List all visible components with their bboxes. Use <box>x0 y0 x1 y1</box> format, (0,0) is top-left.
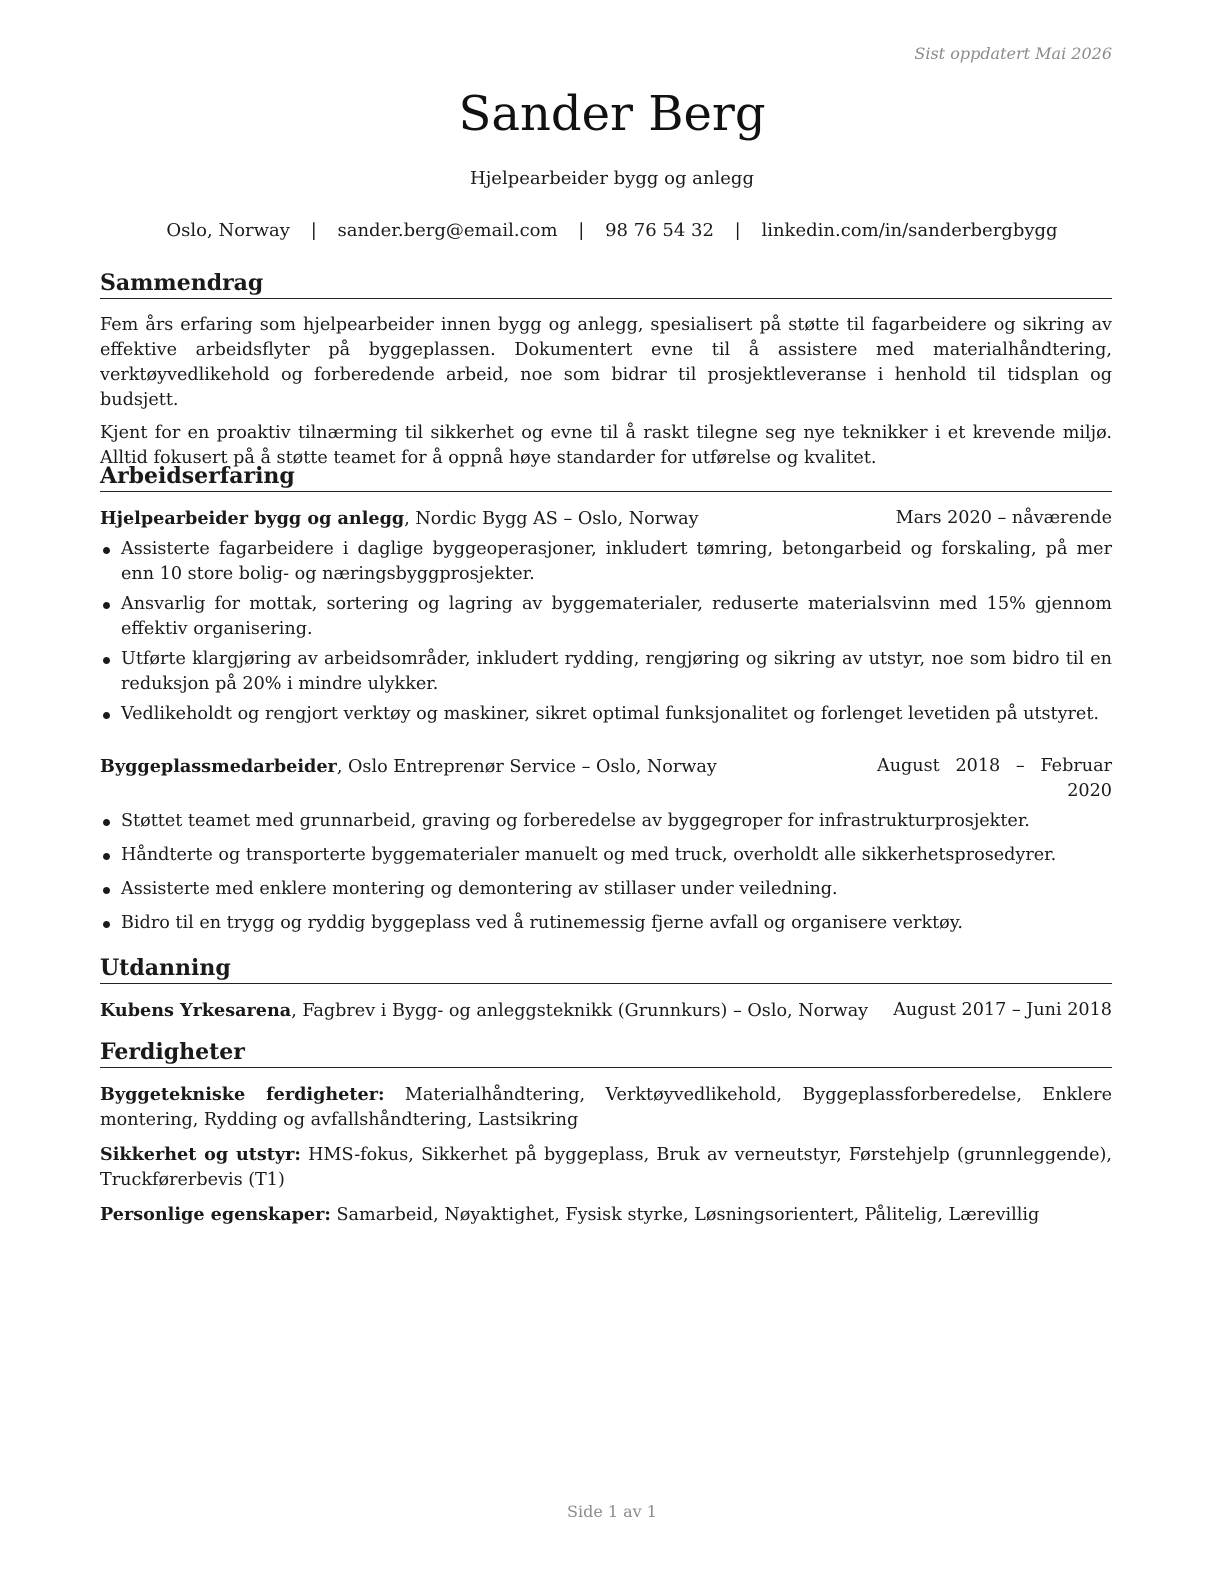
contact-linkedin[interactable]: linkedin.com/in/sanderbergbygg <box>761 220 1058 241</box>
candidate-name: Sander Berg <box>458 86 766 142</box>
job-bullet: Bidro til en trygg og ryddig byggeplass ved å rutinemessig fjerne avfall og organisere verktøy. <box>100 911 1112 936</box>
page-number: Side 1 av 1 <box>567 1502 657 1521</box>
job-company: , Oslo Entreprenør Service – Oslo, Norway <box>336 757 717 777</box>
job-bullet: Støttet teamet med grunnarbeid, graving og forberedelse av byggegroper for infrastrukturprosjekter. <box>100 809 1112 834</box>
education-entry <box>100 998 1112 1024</box>
job-dates: August 2018 – Februar 2020 <box>877 756 1112 801</box>
job-bullet: Utførte klargjøring av arbeidsområder, inkludert rydding, rengjøring og sikring av utstyr, noe som bidro til en reduksjon på 20% i mindre ulykker. <box>100 647 1112 697</box>
job-bullets <box>100 809 1112 936</box>
skill-group-items: HMS-fokus, Sikkerhet på byggeplass, Bruk av verneutstyr, Førstehjelp (grunnleggende), Truckførerbevis (T1) <box>100 1145 1112 1190</box>
section-title-summary: Sammendrag <box>100 270 1112 299</box>
contact-separator: | <box>734 220 741 241</box>
job-title-line <box>100 754 717 804</box>
contact-email[interactable]: sander.berg@email.com <box>337 220 558 241</box>
contact-location: Oslo, Norway <box>166 220 290 241</box>
skill-group-items: Materialhåndtering, Verktøyvedlikehold, Byggeplassforberedelse, Enklere montering, Rydding og avfallshåndtering, Lastsikring <box>100 1085 1113 1130</box>
job-company: , Nordic Bygg AS – Oslo, Norway <box>404 509 699 529</box>
job-bullet: Vedlikeholdt og rengjort verktøy og maskiner, sikret optimal funksjonalitet og forlenget levetiden på utstyret. <box>100 702 1112 727</box>
contact-phone: 98 76 54 32 <box>605 220 714 241</box>
skills-section <box>100 1039 1112 1228</box>
skill-group-label: Personlige egenskaper: <box>100 1204 331 1225</box>
job-header <box>100 754 1112 804</box>
section-title-education: Utdanning <box>100 955 1112 984</box>
summary-paragraph: Fem års erfaring som hjelpearbeider innen bygg og anlegg, spesialisert på støtte til fagarbeidere og sikring av effektive arbeidsflyter på byggeplassen. Dokumentert evne til å assistere med materialhåndtering, verktøyvedlikehold og forberedende arbeid, noe som bidrar til prosjektleveranse i henhold til tidsplan og budsjett. <box>100 315 1112 410</box>
job-bullets <box>100 537 1112 727</box>
job-header <box>100 506 1112 532</box>
contact-separator: | <box>310 220 317 241</box>
job-role: Hjelpearbeider bygg og anlegg <box>100 508 405 529</box>
job-bullet: Assisterte fagarbeidere i daglige byggeoperasjoner, inkludert tømring, betongarbeid og forskaling, på mer enn 10 store bolig- og næringsbyggprosjekter. <box>100 537 1112 587</box>
education-school: Kubens Yrkesarena <box>100 1000 292 1021</box>
education-dates: August 2017 – Juni 2018 <box>893 1000 1112 1020</box>
contact-line <box>0 220 1224 241</box>
job-title-line <box>100 506 699 532</box>
education-program: , Fagbrev i Bygg- og anleggsteknikk (Grunnkurs) – Oslo, Norway <box>291 1001 869 1021</box>
job-entry <box>100 754 1112 936</box>
summary-section <box>100 270 1112 471</box>
job-bullet: Assisterte med enklere montering og demontering av stillaser under veiledning. <box>100 877 1112 902</box>
section-title-experience: Arbeidserfaring <box>100 463 1112 492</box>
skill-group-items: Samarbeid, Nøyaktighet, Fysisk styrke, Løsningsorientert, Pålitelig, Lærevillig <box>330 1205 1040 1225</box>
job-bullet: Ansvarlig for mottak, sortering og lagring av byggematerialer, reduserte materialsvinn med 15% gjennom effektiv organisering. <box>100 592 1112 642</box>
skill-group <box>100 1082 1112 1133</box>
skill-group <box>100 1202 1112 1228</box>
job-dates: Mars 2020 – nåværende <box>895 508 1112 528</box>
section-title-skills: Ferdigheter <box>100 1039 1112 1068</box>
experience-section <box>100 463 1112 936</box>
contact-separator: | <box>578 220 585 241</box>
education-section <box>100 955 1112 1024</box>
skill-group <box>100 1142 1112 1193</box>
job-role: Byggeplassmedarbeider <box>100 756 337 777</box>
education-title-line <box>100 998 868 1024</box>
skill-group-label: Byggetekniske ferdigheter: <box>100 1084 385 1105</box>
headline: Hjelpearbeider bygg og anlegg <box>470 168 754 189</box>
skill-group-label: Sikkerhet og utstyr: <box>100 1144 301 1165</box>
job-bullet: Håndterte og transporterte byggematerialer manuelt og med truck, overholdt alle sikkerhetsprosedyrer. <box>100 843 1112 868</box>
last-updated: Sist oppdatert Mai 2026 <box>914 44 1112 63</box>
summary-paragraph: Kjent for en proaktiv tilnærming til sikkerhet og evne til å raskt tilegne seg nye teknikker i et krevende miljø. Alltid fokusert på å støtte teamet for å oppnå høye standarder for utførelse og kvalitet. <box>100 423 1112 468</box>
job-entry <box>100 506 1112 727</box>
